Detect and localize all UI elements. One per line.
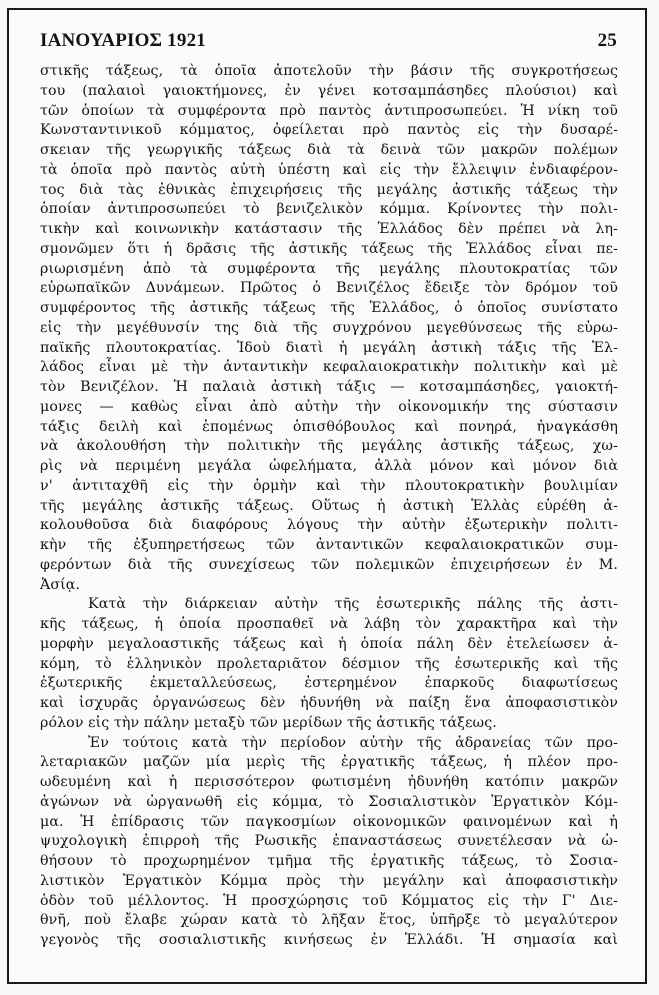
- text-line: του (παλαιοὶ γαιοκτήμονες, ἐν γένει κοτσαμπάσηδες πλούσιοι) καὶ: [40, 82, 618, 99]
- text-line: μορφὴν μεγαλοαστικῆς τάξεως καὶ ἡ ὁποία πάλη δὲν ἐτελείωσεν ἀ-: [40, 635, 618, 652]
- text-line: κῆς τάξεως, ἡ ὁποία προσπαθεῖ νὰ λάβη τὸν χαρακτῆρα καὶ τὴν: [40, 616, 618, 632]
- text-line: τάξις δειλὴ καὶ ἑπομένως ὀπισθόβουλος καὶ πονηρά, ἠναγκάσθη: [40, 418, 618, 435]
- text-line: θνῆ, ποὺ ἔλαβε χώραν κατὰ τὸ λῆξαν ἔτος, ὑπῆρξε τὸ μεγαλύτερον: [40, 912, 618, 929]
- text-line: ρὶς νὰ περιμένη μεγάλα ὠφελήματα, ἀλλὰ μόνον καὶ μόνον διὰ: [40, 458, 618, 474]
- body-text: [40, 62, 618, 951]
- text-line: ωδευμένη καὶ ἡ περισσότερον φωτισμένη ἠδυνήθη κατόπιν μακρῶν: [40, 774, 618, 790]
- text-line: εὐρωπαϊκῶν Δυνάμεων. Πρῶτος ὁ Βενιζέλος ἔδειξε τὸν δρόμον τοῦ: [40, 280, 618, 297]
- text-line: Ἀσίᾳ.: [40, 576, 81, 593]
- text-line: ν' ἀντιταχθῆ εἰς τὴν ὁρμὴν καὶ τὴν πλουτοκρατικὴν βουλιμίαν: [40, 477, 618, 494]
- page-header: [40, 30, 617, 54]
- text-line: τῆς μεγάλης ἀστικῆς τάξεως. Οὕτως ἡ ἀστικὴ Ἑλλὰς εὑρέθη ἀ-: [40, 497, 618, 514]
- text-line: σκειαν τῆς γεωργικῆς τάξεως διὰ τὰ δεινὰ τῶν μακρῶν πολέμων: [40, 142, 618, 158]
- text-line: Κατὰ τὴν διάρκειαν αὐτὴν τῆς ἐσωτερικῆς πάλης τῆς ἀστι-: [88, 596, 618, 613]
- text-line: τικὴν καὶ κοινωνικὴν κατάστασιν τῆς Ἑλλάδος δὲν πρέπει νὰ λη-: [40, 221, 618, 237]
- text-line: θήσουν τὸ προχωρημένον τμῆμα τῆς ἐργατικῆς τάξεως, τὸ Σοσια-: [40, 853, 618, 869]
- text-line: ριωρισμένη ἀπὸ τὰ συμφέροντα τῆς μεγάλης πλουτοκρατίας τῶν: [40, 260, 618, 277]
- text-line: ἐξωτερικῆς ἐκμεταλλεύσεως, ἐστερημένον ἐπαρκοῦς διαφωτίσεως: [40, 675, 618, 692]
- text-line: καὶ ἰσχυρᾶς ὀργανώσεως δὲν ἠδυνήθη νὰ παίξη ἕνα ἀποφασιστικὸν: [40, 695, 618, 711]
- text-line: φερόντων διὰ τῆς συνεχίσεως τῶν πολεμικῶν ἐπιχειρήσεων ἐν Μ.: [40, 556, 618, 573]
- text-line: τὸν Βενιζέλον. Ἡ παλαιὰ ἀστικὴ τάξις — κοτσαμπάσηδες, γαιοκτή-: [40, 379, 618, 395]
- text-line: τος διὰ τὰς ἐθνικὰς ἐπιχειρήσεις τῆς μεγάλης ἀστικῆς τάξεως τὴν: [40, 181, 618, 198]
- text-line: εἰς τὴν μεγέθυνσίν της διὰ τῆς συγχρόνου μεγεθύνσεως τῆς εὐρω-: [40, 319, 618, 336]
- text-line: Ἐν τούτοις κατὰ τὴν περίοδον αὐτὴν τῆς ἀδρανείας τῶν προ-: [88, 734, 618, 751]
- text-line: σμονῶμεν ὅτι ἡ δρᾶσις τῆς ἀστικῆς τάξεως τῆς Ἑλλάδος εἶναι πε-: [40, 240, 618, 257]
- text-line: κόμη, τὸ ἑλληνικὸν προλεταριᾶτον δέσμιον τῆς ἐσωτερικῆς καὶ τῆς: [40, 655, 618, 672]
- text-line: κολουθοῦσα διὰ διαφόρους λόγους τὴν αὐτὴν ἐξωτερικὴν πολιτι-: [40, 517, 618, 534]
- text-line: λιστικὸν Ἐργατικὸν Κόμμα πρὸς τὴν μεγάλην καὶ ἀποφασιστικὴν: [40, 872, 618, 889]
- text-line: λάδος εἶναι μὲ τὴν ἀνταντικὴν κεφαλαιοκρατικὴν πολιτικὴν καὶ μὲ: [40, 359, 618, 376]
- text-line: Κωνσταντινικοῦ κόμματος, ὀφείλεται πρὸ παντὸς εἰς τὴν δυσαρέ-: [40, 122, 618, 139]
- text-line: ὁποίαν ἀντιπροσωπεύει τὸ βενιζελικὸν κόμμα. Κρίνοντες τὴν πολι-: [40, 201, 618, 218]
- text-line: τὰ ὁποῖα πρὸ παντὸς αὐτὴ ὑπέστη καὶ εἰς τὴν ἔλλειψιν ἐνδιαφέρον-: [40, 161, 618, 178]
- text-line: ρόλον εἰς τὴν πάλην μεταξὺ τῶν μερίδων τῆς ἀστικῆς τάξεως.: [40, 714, 497, 731]
- text-line: συμφέροντος τῆς ἀστικῆς τάξεως τῆς Ἑλλάδος, ὁ ὁποῖος συνίστατο: [40, 300, 618, 316]
- page-number: 25: [597, 30, 617, 51]
- text-line: ἀγώνων νὰ ὠργανωθῆ εἰς κόμμα, τὸ Σοσιαλιστικὸν Ἐργατικὸν Κόμ-: [40, 793, 618, 810]
- text-line: ὁδὸν τοῦ μέλλοντος. Ἡ προσχώρησις τοῦ Κόμματος εἰς τὴν Γ' Διε-: [40, 892, 618, 909]
- text-line: νὰ ἀκολουθήση τὴν πολιτικὴν τῆς μεγάλης ἀστικῆς τάξεως, χω-: [40, 438, 618, 455]
- text-line: στικῆς τάξεως, τὰ ὁποῖα ἀποτελοῦν τὴν βάσιν τῆς συγκροτήσεως: [40, 63, 618, 79]
- text-line: ψυχολογικὴ ἐπιρροὴ τῆς Ρωσικῆς ἐπαναστάσεως συνετέλεσαν νὰ ὠ-: [40, 833, 618, 850]
- text-line: λεταριακῶν μαζῶν μία μερὶς τῆς ἐργατικῆς τάξεως, ἡ πλέον προ-: [40, 754, 618, 771]
- running-head: ΙΑΝΟΥΑΡΙΟΣ 1921: [40, 30, 206, 51]
- text-line: μα. Ἡ ἐπίδρασις τῶν παγκοσμίων οἰκονομικῶν φαινομένων καὶ ἡ: [40, 813, 618, 830]
- text-line: μονες — καθὼς εἶναι ἀπὸ αὐτὴν τὴν οἰκονομικήν της σύστασιν: [40, 398, 618, 415]
- text-line: παϊκῆς πλουτοκρατίας. Ἰδοὺ διατὶ ἡ μεγάλη ἀστικὴ τάξις τῆς Ἑλ-: [40, 339, 618, 356]
- text-line: κὴν τῆς ἐξυπηρετήσεως τῶν ἀνταντικῶν κεφαλαιοκρατικῶν συμ-: [40, 537, 618, 553]
- text-line: τῶν ὁποίων τὰ συμφέροντα πρὸ παντὸς ἀντιπροσωπεύει. Ἡ νίκη τοῦ: [40, 102, 618, 119]
- text-line: γεγονὸς τῆς σοσιαλιστικῆς κινήσεως ἐν Ἑλλάδι. Ἡ σημασία καὶ: [40, 932, 618, 948]
